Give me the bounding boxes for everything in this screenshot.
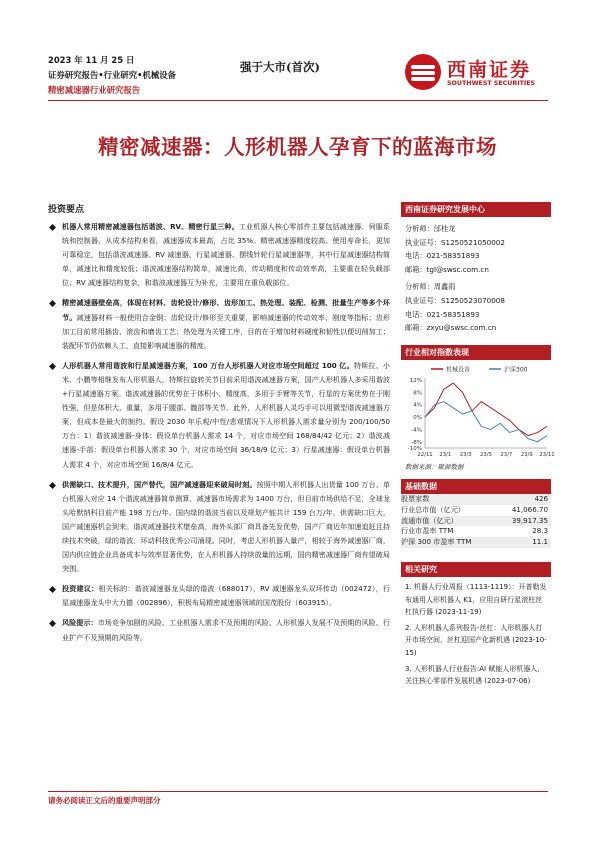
point-body: 减速器材料一般使用合金钢；齿轮设计/修形至关重要，影响减速器的传动效率、刚度等指标；齿形加工目前常用插齿、滚齿和磨齿工艺；热处理为关键工序，目的在于增加材料硬度和韧性以便切削加工；装配环节仍依赖人工，直接影响减速器的精度。 — [62, 312, 391, 350]
row-value: 28.3 — [532, 526, 548, 536]
table-row — [401, 526, 551, 537]
y-tick-label: -4% — [411, 427, 422, 434]
table-row — [401, 537, 551, 548]
x-tick-label: 22/11 — [417, 451, 433, 458]
point-lead: 精密减速器壁垒高，体现在材料、齿轮设计/修形、齿形加工、热处理、装配、检测、批量生产等多个环节。 — [62, 298, 390, 322]
diamond-bullet-icon — [49, 482, 56, 489]
header-divider — [48, 100, 548, 101]
point-lead: 机器人常用精密减速器包括谐波、RV、精密行星三种。 — [62, 222, 239, 231]
y-tick-label: -10% — [407, 445, 422, 452]
y-tick-label: 8% — [413, 390, 422, 397]
related-item[interactable]: 1. 机器人行业周报（1113-1119）：开普勒发布通用人形机器人 K1，应用自研行星滚柱丝杠执行器 (2023-11-19) — [405, 583, 547, 616]
logo-text-cn: 西南证券 — [447, 59, 532, 81]
research-center-header: 西南证券研究发展中心 — [401, 202, 551, 217]
point-lead: 投资建议： — [62, 584, 99, 594]
legend-label: 机械设备 — [446, 366, 471, 374]
analyst-card — [401, 278, 551, 336]
point-body: 工业机器人核心零部件主要包括减速器、伺服系统和控制器，从成本结构来看，减速器成本最高，占比 35%。精密减速器精度较高、使用寿命长，更加可靠稳定，包括谐波减速器、RV 减速器、行星减速器、摆线针轮行星减速器等，其中行星减速器结构简单，减速比和精度较低；谐波减速器结构简单，减速比高，传动精度和传动效率高，主要重在轻负载部位；RV 减速器结构复杂，和谐波减速器互为补充，主要用在重负载部位。 — [62, 222, 391, 288]
point-lead: 人形机器人常用谐波和行星减速器方案，100 万台人形机器人对应市场空间超过 100 亿。 — [62, 360, 354, 370]
point-body: 特斯拉、小米、小鹏等相继发布人形机器人，特斯拉旋转关节目前采用谐波减速器方案，国产人形机器人多采用谐波+行星减速器方案。谐波减速器的优势在于体积小、精度高，多用于手臂等关节，行星的方案优势在于刚性强，但是体积大、重量，多用于腿部、髋部等关节。此外，人形机器人灵巧手可以用微型谐波减速器方案，但成本是最大的制约。假设 2030 年乐观/中性/悲观情况下人形机器人需求量分别为 200/100/50 万台：1）谐波减速器-身体：假设单台机器人需求 14 个，对应市场空间 168/84/42 亿元；2）谐波减速器-手部：假设单台机器人需求 30 个，对应市场空间 36/18/9 亿元；3）行星减速器：假设单台机器人需求 4 个，对应市场空间 16/8/4 亿元。 — [62, 360, 390, 469]
row-value: 11.1 — [497, 537, 551, 548]
logo-emblem-icon — [405, 54, 441, 90]
basic-data-header: 基础数据 — [401, 479, 551, 494]
summary-point — [48, 478, 390, 577]
analyst-email[interactable]: 邮箱：zxyu@swsc.com.cn — [405, 323, 497, 333]
company-logo — [405, 54, 555, 94]
summary-point — [48, 616, 390, 644]
row-label: 股票家数 — [401, 494, 497, 505]
point-body: 相关标的：谐波减速器龙头绿的谐波（688017），RV 减速器龙头双环传动（002472），行星减速器龙头中大力德（002896），积极布局精密减速器领域的国茂股份（603915）。 — [62, 584, 390, 608]
summary-point — [48, 220, 390, 290]
disclaimer-footer: 请务必阅读正文后的重要声明部分 — [48, 791, 548, 806]
related-research-header: 相关研究 — [401, 562, 551, 577]
x-tick-label: 23/3 — [459, 451, 472, 458]
related-research-list — [401, 577, 551, 687]
sidebar — [401, 202, 555, 692]
logo-text-en: SOUTHWEST SECURITIES — [447, 80, 536, 87]
point-body: 按照中期人形机器人出货量 100 万台、单台机器人对应 14 个谐波减速器简单测算，减速器市场需求为 1400 万台，但目前市场供给不足，全球龙头哈默纳科目前产能 198 万台/年、国内绿的谐波当前以及规划产能共计 159 台万/年，供需缺口巨大，国产减速器机会到来。谐波减速器技术壁垒高，海外头部厂商具备先发优势，国产厂商近年加速追赶且持续技术突破，绿的谐波、环动科技优秀公司涌现。同时，考虑人形机器人量产，相较于海外减速器厂商，国内供应链企业具备成本与效率显著优势，在人形机器人持续放量的远期，国内精密减速器厂商有望破局突围。 — [62, 479, 390, 574]
summary-heading: 投资要点 — [48, 205, 85, 215]
analyst-name: 分析师：周鑫雨 — [405, 282, 456, 292]
point-lead: 风险提示： — [62, 618, 98, 628]
rating: 强于大市(首次) — [240, 60, 320, 74]
x-tick-label: 23/7 — [500, 451, 513, 458]
analyst-phone: 电话：021-58351893 — [405, 309, 480, 319]
diamond-bullet-icon — [49, 620, 56, 627]
x-tick-label: 23/1 — [439, 451, 452, 458]
report-date: 2023 年 11 月 25 日 — [48, 55, 135, 65]
x-tick-label: 23/9 — [520, 451, 533, 458]
row-label: 行业总市值（亿元） — [401, 504, 465, 514]
summary-point — [48, 359, 390, 472]
row-value: 426 — [497, 494, 551, 505]
analyst-phone: 电话：021-58351893 — [405, 251, 480, 261]
relative-index-chart — [401, 360, 555, 460]
analyst-cert: 执业证号：S1250521050002 — [405, 237, 505, 247]
x-tick-label: 23/5 — [480, 451, 492, 458]
point-body: 市场竞争加剧的风险、工业机器人需求不及预期的风险、人形机器人发展不及预期的风险、行业扩产不及预期的风险等。 — [62, 618, 390, 642]
analyst-email[interactable]: 邮箱：tgl@swsc.com.cn — [405, 264, 489, 274]
diamond-bullet-icon — [49, 301, 56, 308]
analyst-cert: 执业证号：S1250523070008 — [405, 295, 505, 305]
legend-label: 沪深300 — [504, 366, 528, 374]
report-title: 精密减速器：人形机器人孕育下的蓝海市场 — [98, 135, 497, 159]
basic-data-table — [401, 494, 551, 549]
y-tick-label: 12% — [409, 377, 422, 384]
analyst-name: 分析师：邰桂龙 — [405, 224, 456, 233]
row-value: 41,066.70 — [511, 504, 548, 514]
y-tick-label: -8% — [411, 439, 422, 446]
index-chart — [401, 360, 555, 460]
summary-point — [48, 582, 390, 610]
diamond-bullet-icon — [49, 586, 56, 593]
point-lead: 供需缺口、技术提升，国产替代，国产减速器迎来破局时刻。 — [62, 479, 257, 489]
row-label: 流通市值（亿元） — [401, 516, 497, 527]
table-row — [401, 494, 551, 505]
report-type: 证券研究报告•行业研究•机械设备 — [48, 70, 176, 80]
chart-section-header: 行业相对指数表现 — [401, 345, 551, 360]
report-subtype: 精密减速器行业研究报告 — [48, 85, 141, 95]
table-row — [401, 516, 551, 527]
chart-source: 数据来源：聚源数据 — [405, 462, 464, 471]
related-item[interactable]: 3. 人形机器人行业报告:AI 赋能人形机器人，关注核心零部件发展机遇 (2023-07-06) — [405, 665, 545, 686]
summary-point — [48, 296, 390, 352]
related-item[interactable]: 2. 人形机器人系列报告-丝杠：人形机器人打开市场空间，丝杠迎国产化新机遇 (2023-10-15) — [405, 624, 547, 657]
diamond-bullet-icon — [49, 224, 56, 231]
row-label: 行业市盈率 TTM — [401, 526, 454, 536]
diamond-bullet-icon — [49, 363, 56, 370]
y-tick-label: 4% — [413, 402, 422, 409]
table-row — [401, 505, 551, 516]
row-value: 39,917.35 — [497, 516, 551, 527]
row-label: 沪深 300 市盈率 TTM — [401, 537, 497, 548]
analyst-card — [401, 217, 551, 278]
y-tick-label: 0% — [413, 414, 422, 421]
header-meta — [48, 53, 176, 98]
investment-summary — [48, 202, 390, 651]
x-tick-label: 23/11 — [539, 451, 555, 458]
